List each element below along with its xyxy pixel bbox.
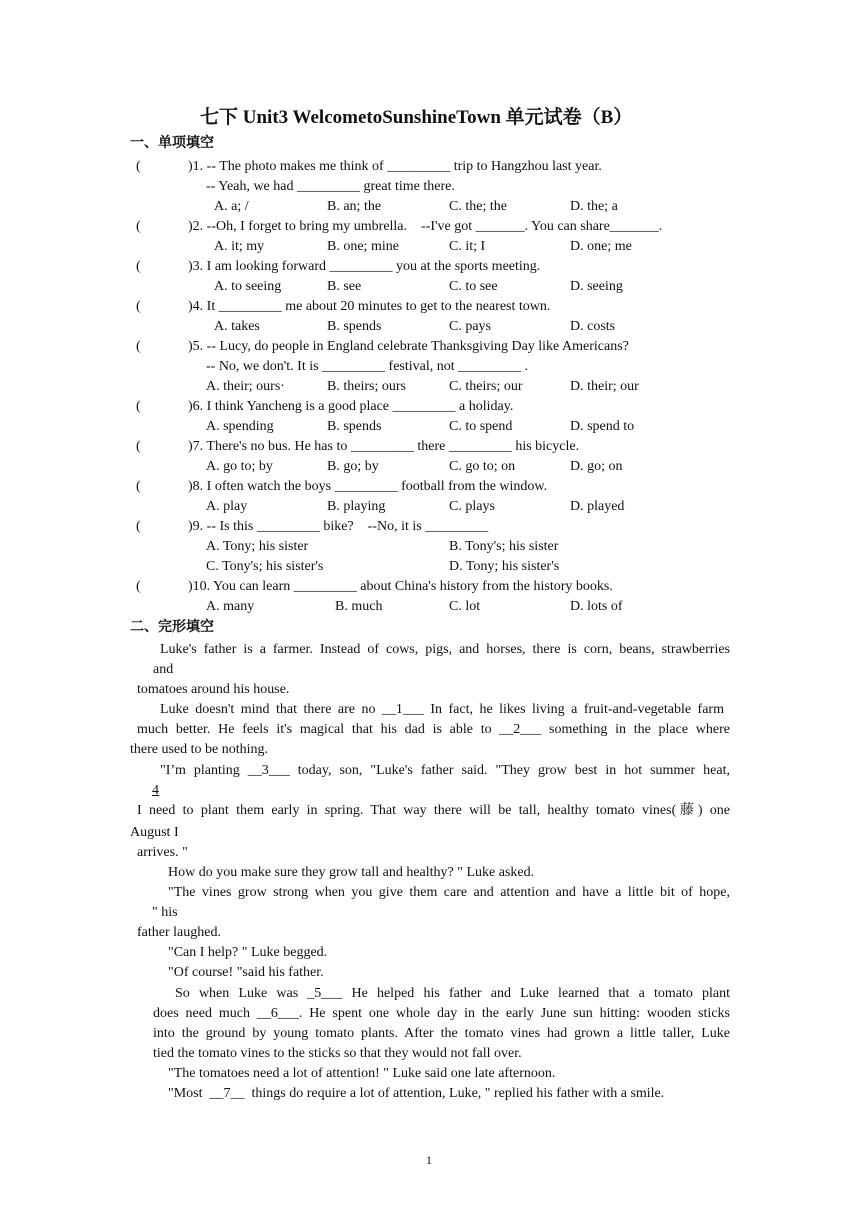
answer-paren: ( bbox=[136, 479, 141, 494]
answer-paren: ( bbox=[136, 219, 141, 234]
option-a: A. Tony; his sister bbox=[206, 539, 309, 554]
question-stem: )2. --Oh, I forget to bring my umbrella. --I've got _______. You can share_______. bbox=[188, 219, 663, 234]
option-c: C. Tony's; his sister's bbox=[206, 559, 324, 574]
option-a: A. it; my bbox=[214, 239, 265, 254]
passage-line: there used to be nothing. bbox=[130, 742, 269, 757]
question-stem: )6. I think Yancheng is a good place _________ a holiday. bbox=[188, 399, 514, 414]
option-a: A. play bbox=[206, 499, 248, 514]
option-d: D. Tony; his sister's bbox=[449, 559, 560, 574]
option-b: B. see bbox=[327, 279, 362, 294]
option-d: D. seeing bbox=[570, 279, 623, 294]
answer-paren: ( bbox=[136, 259, 141, 274]
passage-line: much better. He feels it's magical that his dad is able to __2___ something in the place where bbox=[137, 722, 730, 737]
option-b: B. go; by bbox=[327, 459, 379, 474]
question-stem: )7. There's no bus. He has to _________ there _________ his bicycle. bbox=[188, 439, 580, 454]
passage-line: "Most __7__ things do require a lot of attention, Luke, " replied his father with a smile. bbox=[168, 1086, 665, 1101]
passage-line: August I bbox=[130, 825, 179, 840]
option-c: C. lot bbox=[449, 599, 481, 614]
blank-4: 4 bbox=[152, 783, 159, 798]
passage-line: "The vines grow strong when you give them care and attention and have a little bit of hope, bbox=[168, 885, 730, 900]
answer-paren: ( bbox=[136, 399, 141, 414]
passage-line: " his bbox=[152, 905, 178, 920]
option-c: C. pays bbox=[449, 319, 491, 334]
option-a: A. takes bbox=[214, 319, 260, 334]
section-heading-single-choice: 一、单项填空 bbox=[130, 136, 214, 151]
option-c: C. plays bbox=[449, 499, 495, 514]
question-stem: )5. -- Lucy, do people in England celebrate Thanksgiving Day like Americans? bbox=[188, 339, 629, 354]
option-d: D. go; on bbox=[570, 459, 623, 474]
option-a: A. many bbox=[206, 599, 255, 614]
passage-line: father laughed. bbox=[137, 925, 221, 940]
passage-line: and bbox=[153, 662, 174, 677]
option-b: B. theirs; ours bbox=[327, 379, 406, 394]
option-b: B. Tony's; his sister bbox=[449, 539, 559, 554]
question-stem: )10. You can learn _________ about China's history from the history books. bbox=[188, 579, 613, 594]
answer-paren: ( bbox=[136, 439, 141, 454]
answer-paren: ( bbox=[136, 339, 141, 354]
question-stem: )1. -- The photo makes me think of _________ trip to Hangzhou last year. bbox=[188, 159, 602, 174]
passage-line: does need much __6___. He spent one whole day in the early June sun hitting: wooden sticks bbox=[153, 1006, 730, 1021]
option-b: B. an; the bbox=[327, 199, 382, 214]
option-b: B. playing bbox=[327, 499, 386, 514]
answer-paren: ( bbox=[136, 579, 141, 594]
question-stem: )3. I am looking forward _________ you at the sports meeting. bbox=[188, 259, 541, 274]
question-stem: )9. -- Is this _________ bike? --No, it is _________ bbox=[188, 519, 489, 534]
option-a: A. go to; by bbox=[206, 459, 273, 474]
option-c: C. the; the bbox=[449, 199, 507, 214]
passage-line: "Can I help? " Luke begged. bbox=[168, 945, 328, 960]
passage-line: arrives. " bbox=[137, 845, 188, 860]
passage-line: Luke's father is a farmer. Instead of cows, pigs, and horses, there is corn, beans, strawberries bbox=[160, 642, 730, 657]
passage-line: tomatoes around his house. bbox=[137, 682, 290, 697]
question-line: -- Yeah, we had _________ great time there. bbox=[206, 179, 455, 194]
passage-line: into the ground by young tomato plants. After the tomato vines had grown a little taller, Luke bbox=[153, 1026, 730, 1041]
option-b: B. much bbox=[335, 599, 383, 614]
question-line: -- No, we don't. It is _________ festival, not _________ . bbox=[206, 359, 529, 374]
option-d: D. the; a bbox=[570, 199, 618, 214]
answer-paren: ( bbox=[136, 159, 141, 174]
option-d: D. spend to bbox=[570, 419, 635, 434]
answer-paren: ( bbox=[136, 299, 141, 314]
option-d: D. played bbox=[570, 499, 625, 514]
option-b: B. spends bbox=[327, 319, 382, 334]
page-title: 七下 Unit3 WelcometoSunshineTown 单元试卷（B） bbox=[200, 107, 633, 128]
question-stem: )4. It _________ me about 20 minutes to get to the nearest town. bbox=[188, 299, 551, 314]
passage-line: "The tomatoes need a lot of attention! " Luke said one late afternoon. bbox=[168, 1066, 556, 1081]
passage-line: "I’m planting __3___ today, son, "Luke's father said. "They grow best in hot summer heat, bbox=[160, 763, 730, 778]
passage-line: Luke doesn't mind that there are no __1___ In fact, he likes living a fruit-and-vegetable farm bbox=[160, 702, 724, 717]
option-d: D. costs bbox=[570, 319, 616, 334]
passage-line: I need to plant them early in spring. That way there will be tall, healthy tomato vines(藤) one bbox=[137, 803, 730, 818]
option-a: A. their; ours· bbox=[206, 379, 285, 394]
option-c: C. to spend bbox=[449, 419, 513, 434]
option-c: C. go to; on bbox=[449, 459, 516, 474]
page-number: 1 bbox=[426, 1153, 432, 1167]
passage-line: So when Luke was _5___ He helped his father and Luke learned that a tomato plant bbox=[175, 986, 730, 1001]
option-b: B. one; mine bbox=[327, 239, 399, 254]
option-d: D. their; our bbox=[570, 379, 639, 394]
passage-line: "Of course! "said his father. bbox=[168, 965, 324, 980]
answer-paren: ( bbox=[136, 519, 141, 534]
option-c: C. theirs; our bbox=[449, 379, 523, 394]
passage-line: How do you make sure they grow tall and healthy? " Luke asked. bbox=[168, 865, 535, 880]
option-d: D. lots of bbox=[570, 599, 623, 614]
option-d: D. one; me bbox=[570, 239, 632, 254]
section-heading-cloze: 二、完形填空 bbox=[130, 620, 214, 635]
option-a: A. spending bbox=[206, 419, 274, 434]
option-c: C. it; I bbox=[449, 239, 486, 254]
option-b: B. spends bbox=[327, 419, 382, 434]
question-stem: )8. I often watch the boys _________ football from the window. bbox=[188, 479, 548, 494]
passage-line: tied the tomato vines to the sticks so that they would not fall over. bbox=[153, 1046, 522, 1061]
option-a: A. to seeing bbox=[214, 279, 282, 294]
option-a: A. a; / bbox=[214, 199, 249, 214]
option-c: C. to see bbox=[449, 279, 498, 294]
